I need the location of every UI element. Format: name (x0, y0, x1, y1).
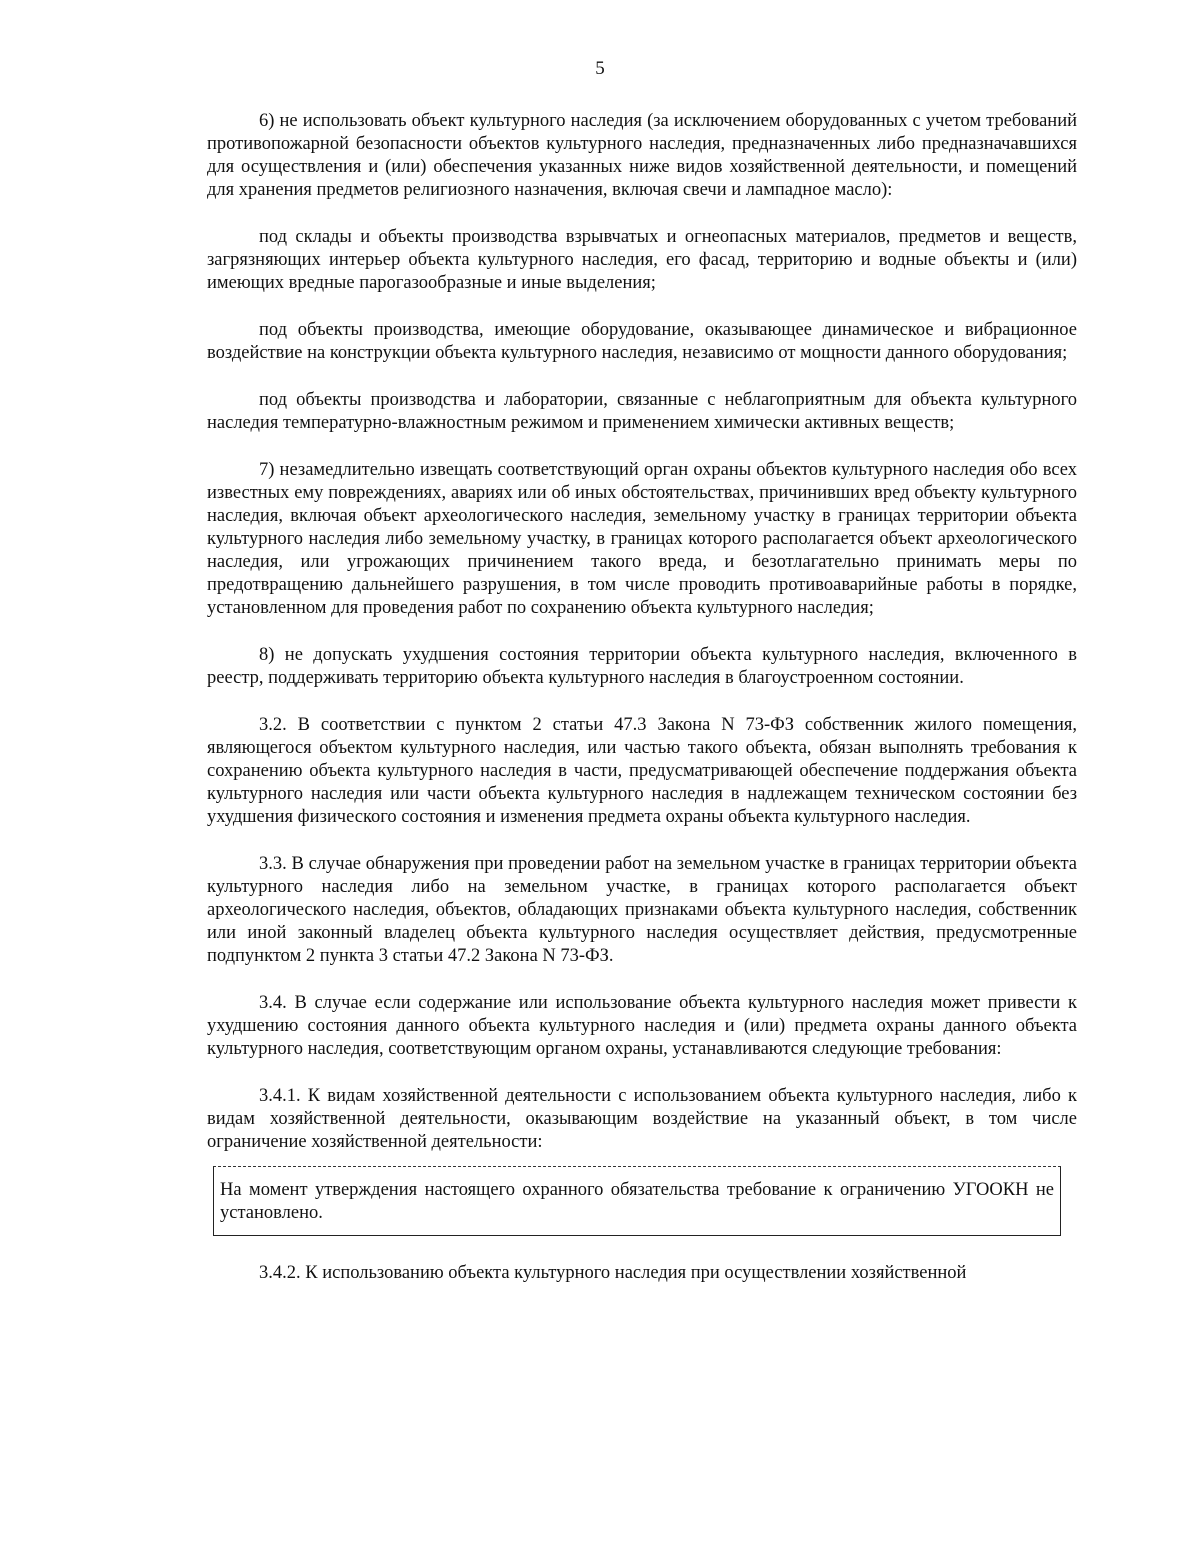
paragraph-production-equipment: под объекты производства, имеющие оборудование, оказывающее динамическое и вибрационное воздействие на конструкции объекта культурного наследия, независимо от мощности данного оборудования; (207, 320, 1077, 363)
paragraph-3-4-2: 3.4.2. К использованию объекта культурного наследия при осуществлении хозяйственной (259, 1263, 967, 1283)
paragraph-6: 6) не использовать объект культурного наследия (за исключением оборудованных с учетом требований противопожарной безопасности объектов культурного наследия, предназначенных либо предназначавшихся для осуществления и (или) обеспечения указанных ниже видов хозяйственной деятельности, и помещений для хранения предметов религиозного назначения, включая свечи и лампадное масло): (207, 111, 1077, 200)
paragraph-3-3: 3.3. В случае обнаружения при проведении работ на земельном участке в границах территории объекта культурного наследия либо на земельном участке, в границах которого располагается объект археологического наследия, объектов, обладающих признаками объекта культурного наследия, собственник или иной законный владелец объекта культурного наследия осуществляет действия, предусмотренные подпунктом 2 пункта 3 статьи 47.2 Закона N 73-ФЗ. (207, 854, 1077, 966)
document-body (207, 110, 1077, 1309)
paragraph-3-4-1: 3.4.1. К видам хозяйственной деятельности с использованием объекта культурного наследия, либо к видам хозяйственной деятельности, оказывающим воздействие на указанный объект, в том числе ограничение хозяйственной деятельности: (207, 1086, 1077, 1152)
boxed-note-text: На момент утверждения настоящего охранного обязательства требование к ограничению УГООКН не установлено. (220, 1180, 1054, 1223)
paragraph-3-2: 3.2. В соответствии с пунктом 2 статьи 47.3 Закона N 73-ФЗ собственник жилого помещения, являющегося объектом культурного наследия, или частью такого объекта, обязан выполнять требования к сохранению объекта культурного наследия в части, предусматривающей обеспечение поддержания объекта культурного наследия или части объекта культурного наследия в надлежащем техническом состоянии без ухудшения физического состояния и изменения предмета охраны объекта культурного наследия. (207, 715, 1077, 827)
paragraph-warehouses: под склады и объекты производства взрывчатых и огнеопасных материалов, предметов и веществ, загрязняющих интерьер объекта культурного наследия, его фасад, территорию и водные объекты и (или) имеющих вредные парогазообразные и иные выделения; (207, 227, 1077, 293)
page-number: 5 (595, 58, 605, 79)
paragraph-laboratories: под объекты производства и лаборатории, связанные с неблагоприятным для объекта культурного наследия температурно-влажностным режимом и применением химически активных веществ; (207, 390, 1077, 433)
paragraph-7: 7) незамедлительно извещать соответствующий орган охраны объектов культурного наследия обо всех известных ему повреждениях, авариях или об иных обстоятельствах, причинивших вред объекту культурного наследия, включая объект археологического наследия, земельному участку в границах территории объекта культурного наследия либо земельному участку, в границах которого располагается объект археологического наследия, или угрожающих причинением такого вреда, и безотлагательно принимать меры по предотвращению дальнейшего разрушения, в том числе проводить противоаварийные работы в порядке, установленном для проведения работ по сохранению объекта культурного наследия; (207, 460, 1077, 618)
paragraph-8: 8) не допускать ухудшения состояния территории объекта культурного наследия, включенного в реестр, поддерживать территорию объекта культурного наследия в благоустроенном состоянии. (207, 645, 1077, 688)
paragraph-3-4: 3.4. В случае если содержание или использование объекта культурного наследия может привести к ухудшению состояния данного объекта культурного наследия и (или) предмета охраны данного объекта культурного наследия, соответствующим органом охраны, устанавливаются следующие требования: (207, 993, 1077, 1059)
boxed-note (213, 1166, 1061, 1236)
